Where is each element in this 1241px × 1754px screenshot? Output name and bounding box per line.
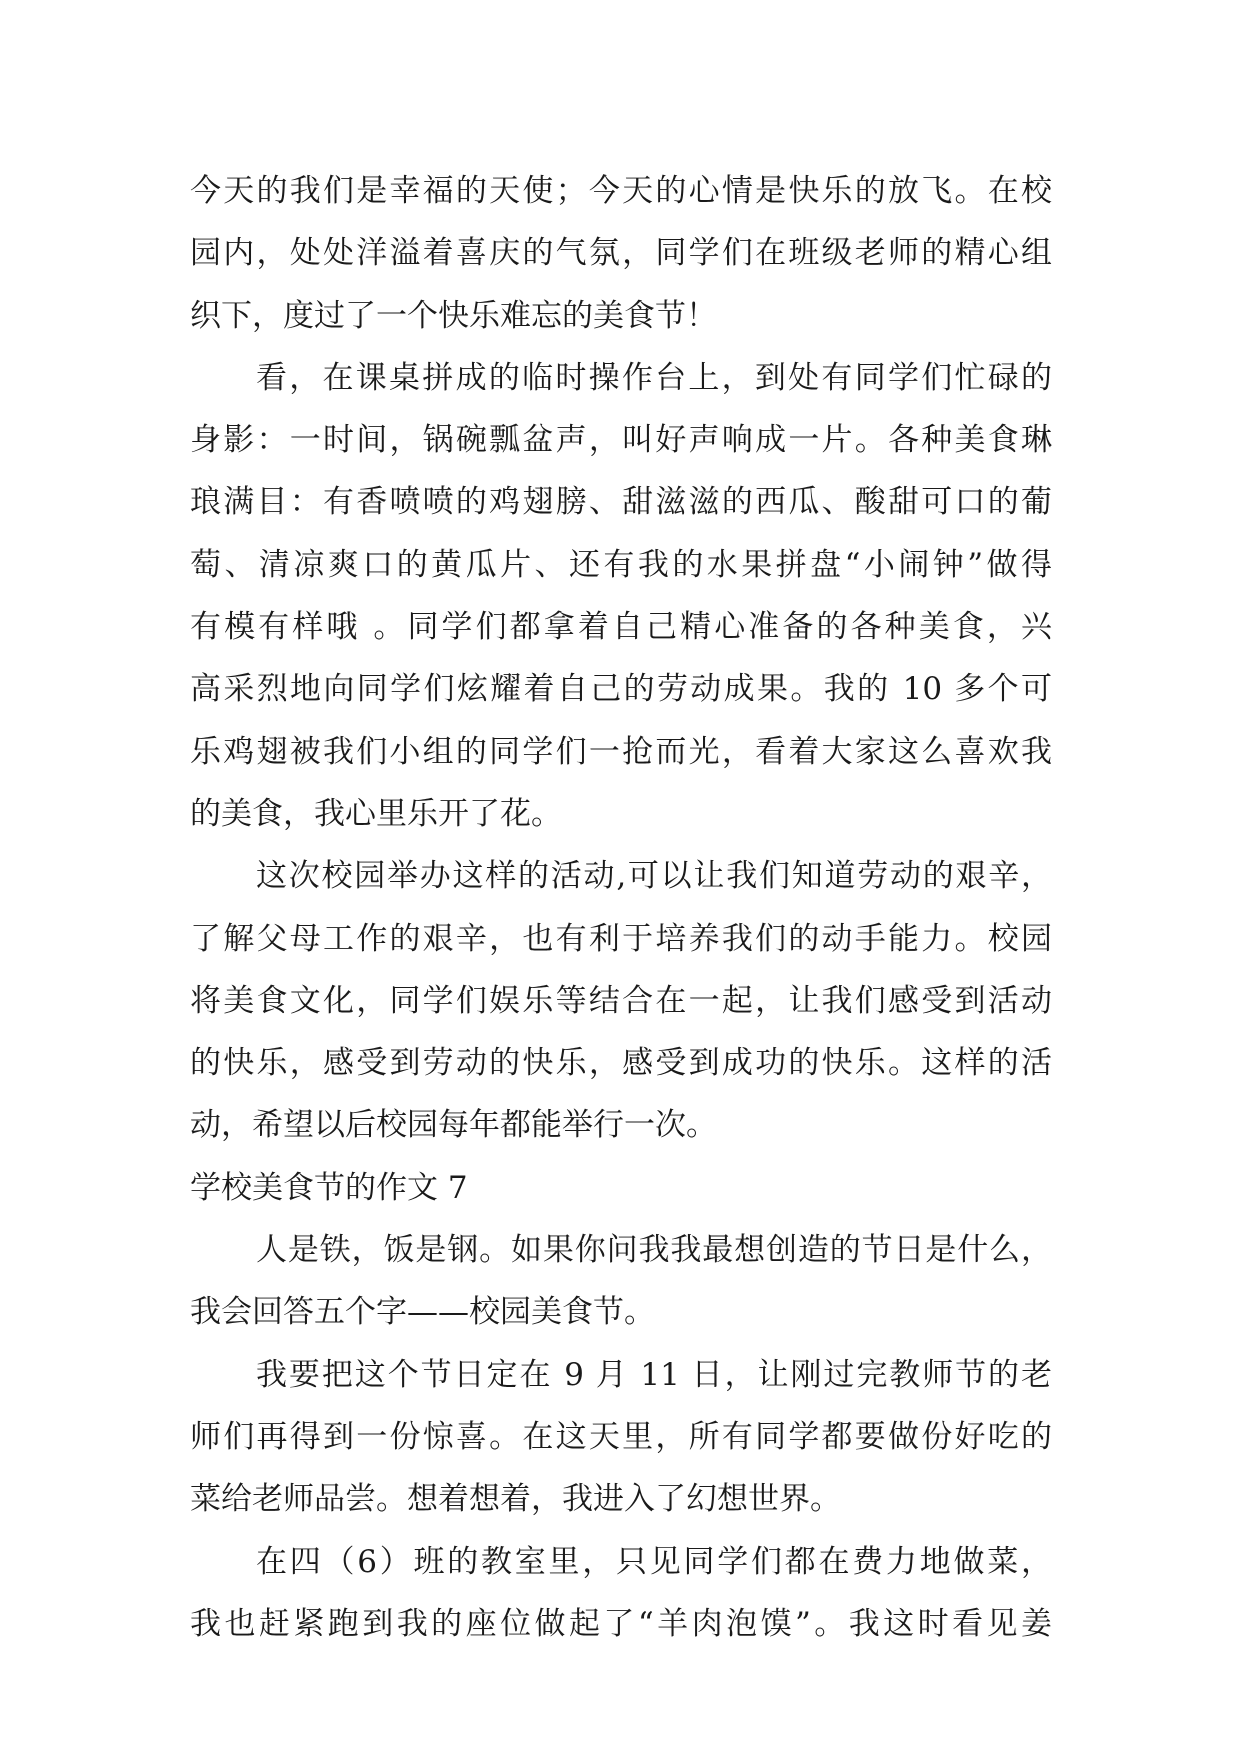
- text-line: 人是铁，饭是钢。如果你问我我最想创造的节日是什么，: [256, 1232, 1052, 1269]
- text-line: 的快乐，感受到劳动的快乐，感受到成功的快乐。这样的活: [190, 1045, 1052, 1082]
- text-line: 我要把这个节日定在 9 月 11 日，让刚过完教师节的老: [256, 1356, 1052, 1393]
- text-line: 织下，度过了一个快乐难忘的美食节！: [190, 297, 717, 334]
- text-line: 琅满目：有香喷喷的鸡翅膀、甜滋滋的西瓜、酸甜可口的葡: [190, 484, 1052, 521]
- text-line: 萄、清凉爽口的黄瓜片、还有我的水果拼盘“小闹钟”做得: [190, 546, 1052, 583]
- text-line: 这次校园举办这样的活动,可以让我们知道劳动的艰辛，: [256, 858, 1052, 895]
- text-line: 乐鸡翅被我们小组的同学们一抢而光，看着大家这么喜欢我: [190, 733, 1052, 770]
- text-line: 将美食文化，同学们娱乐等结合在一起，让我们感受到活动: [190, 982, 1052, 1019]
- text-line: 的美食，我心里乐开了花。: [190, 795, 562, 832]
- text-line: 我也赶紧跑到我的座位做起了“羊肉泡馍”。我这时看见姜: [190, 1605, 1052, 1642]
- text-line: 今天的我们是幸福的天使；今天的心情是快乐的放飞。在校: [190, 173, 1052, 209]
- text-line: 了解父母工作的艰辛，也有利于培养我们的动手能力。校园: [190, 920, 1052, 957]
- text-line: 高采烈地向同学们炫耀着自己的劳动成果。我的 10 多个可: [190, 671, 1052, 708]
- text-line: 身影：一时间，锅碗瓢盆声，叫好声响成一片。各种美食琳: [190, 422, 1052, 459]
- section-heading: 学校美食节的作文 7: [190, 1169, 468, 1206]
- text-line: 师们再得到一份惊喜。在这天里，所有同学都要做份好吃的: [190, 1418, 1052, 1455]
- text-line: 我会回答五个字——校园美食节。: [190, 1294, 655, 1331]
- text-line: 在四（6）班的教室里，只见同学们都在费力地做菜，: [256, 1543, 1052, 1580]
- text-line: 菜给老师品尝。想着想着，我进入了幻想世界。: [190, 1481, 841, 1518]
- text-line: 动，希望以后校园每年都能举行一次。: [190, 1107, 717, 1144]
- text-line: 看，在课桌拼成的临时操作台上，到处有同学们忙碌的: [256, 359, 1052, 396]
- document-page: [190, 160, 1052, 1655]
- text-line: 园内，处处洋溢着喜庆的气氛，同学们在班级老师的精心组: [190, 235, 1052, 272]
- text-line: 有模有样哦 。同学们都拿着自己精心准备的各种美食，兴: [190, 609, 1052, 646]
